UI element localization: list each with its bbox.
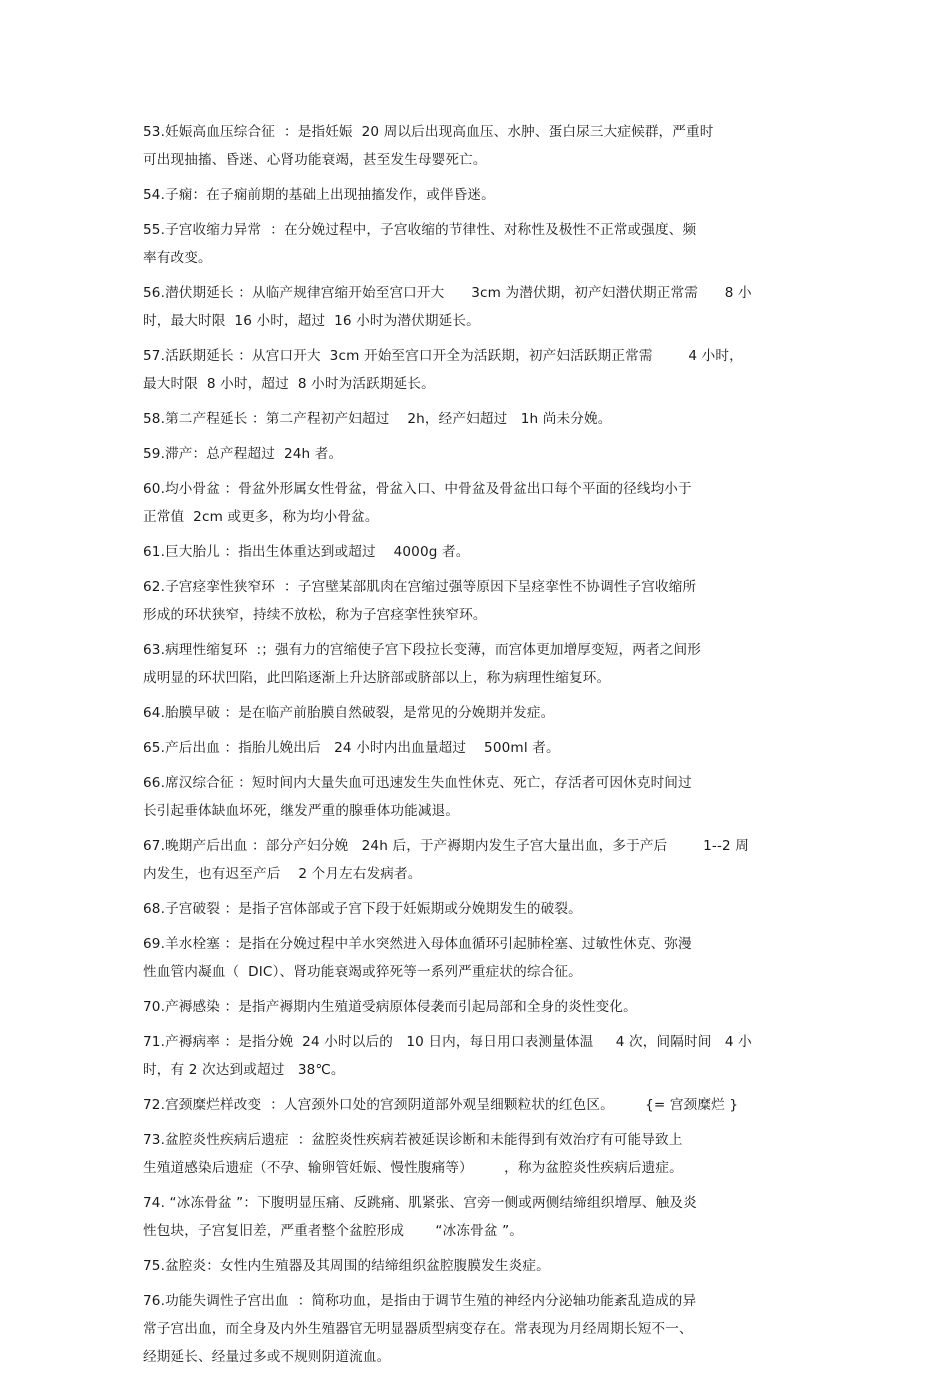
definition-entry <box>143 993 808 1021</box>
entry-text-line: 内发生，也有迟至产后 2 个月左右发病者。 <box>143 866 422 882</box>
definition-entry <box>143 405 808 433</box>
definition-entry <box>143 769 808 825</box>
entry-text-line: 时，有 2 次达到或超过 38℃。 <box>143 1062 345 1078</box>
entry-text-line: 长引起垂体缺血坏死，继发严重的腺垂体功能减退。 <box>143 803 460 819</box>
entry-text-line: 66.席汉综合征 ：短时间内大量失血可迅速发生失血性休克、死亡，存活者可因休克时间过 <box>143 775 692 791</box>
entry-text-line: 常子宫出血，而全身及内外生殖器官无明显器质型病变存在。常表现为月经周期长短不一、 <box>143 1321 693 1337</box>
entry-text-line: 75.盆腔炎：女性内生殖器及其周围的结缔组织盆腔腹膜发生炎症。 <box>143 1258 550 1274</box>
definition-entry <box>143 636 808 692</box>
entry-text-line: 53.妊娠高血压综合征 ：是指妊娠 20 周以后出现高血压、水肿、蛋白尿三大症候群，严重时 <box>143 124 714 140</box>
entry-text-line: 61.巨大胎儿 ：指出生体重达到或超过 4000g 者。 <box>143 544 470 560</box>
definition-entry <box>143 279 808 335</box>
entry-text-line: 最大时限 8 小时，超过 8 小时为活跃期延长。 <box>143 376 435 392</box>
entry-text-line: 60.均小骨盆 ：骨盆外形属女性骨盆，骨盆入口、中骨盆及骨盆出口每个平面的径线均小于 <box>143 481 692 497</box>
entry-text-line: 71.产褥病率 ：是指分娩 24 小时以后的 10 日内，每日用口表测量体温 4 次，间隔时间 4 小 <box>143 1034 752 1050</box>
definition-entry <box>143 1252 808 1280</box>
entry-text-line: 69.羊水栓塞 ：是指在分娩过程中羊水突然进入母体血循环引起肺栓塞、过敏性休克、弥漫 <box>143 936 692 952</box>
definition-entry <box>143 216 808 272</box>
definition-entry <box>143 1028 808 1084</box>
entry-text-line: 63.病理性缩复环 :；强有力的宫缩使子宫下段拉长变薄，而宫体更加增厚变短，两者之间形 <box>143 642 701 658</box>
entry-text-line: 率有改变。 <box>143 250 212 266</box>
entry-text-line: 59.滞产：总产程超过 24h 者。 <box>143 446 343 462</box>
entry-text-line: 58.第二产程延长 ：第二产程初产妇超过 2h，经产妇超过 1h 尚未分娩。 <box>143 411 612 427</box>
entry-text-line: 67.晚期产后出血 ：部分产妇分娩 24h 后，于产褥期内发生子宫大量出血，多于产后 1--2 周 <box>143 838 750 854</box>
entry-text-line: 54.子痫：在子痫前期的基础上出现抽搐发作，或伴昏迷。 <box>143 187 495 203</box>
definition-entry <box>143 1189 808 1245</box>
definition-entry <box>143 475 808 531</box>
entry-text-line: 性血管内凝血（ DIC）、肾功能衰竭或猝死等一系列严重症状的综合征。 <box>143 964 582 980</box>
entry-text-line: 时，最大时限 16 小时，超过 16 小时为潜伏期延长。 <box>143 313 480 329</box>
entry-text-line: 正常值 2cm 或更多，称为均小骨盆。 <box>143 509 379 525</box>
entry-text-line: 72.宫颈糜烂样改变 ：人宫颈外口处的宫颈阴道部外观呈细颗粒状的红色区。 {= 宫颈糜烂 } <box>143 1097 739 1113</box>
definition-entry <box>143 440 808 468</box>
definition-entry <box>143 699 808 727</box>
definition-entry <box>143 573 808 629</box>
entry-text-line: 经期延长、经量过多或不规则阴道流血。 <box>143 1349 391 1365</box>
definition-entry <box>143 538 808 566</box>
entry-text-line: 65.产后出血 ：指胎儿娩出后 24 小时内出血量超过 500ml 者。 <box>143 740 560 756</box>
entry-text-line: 64.胎膜早破 ：是在临产前胎膜自然破裂，是常见的分娩期并发症。 <box>143 705 555 721</box>
definition-entry <box>143 930 808 986</box>
definition-entry <box>143 895 808 923</box>
entry-text-line: 性包块，子宫复旧差，严重者整个盆腔形成 “冰冻骨盆 ”。 <box>143 1223 524 1239</box>
entry-text-line: 68.子宫破裂 ：是指子宫体部或子宫下段于妊娠期或分娩期发生的破裂。 <box>143 901 582 917</box>
definition-entry <box>143 181 808 209</box>
definition-entry <box>143 832 808 888</box>
entry-text-line: 76.功能失调性子宫出血 ：简称功血，是指由于调节生殖的神经内分泌轴功能紊乱造成的异 <box>143 1293 697 1309</box>
entry-text-line: 成明显的环状凹陷，此凹陷逐渐上升达脐部或脐部以上，称为病理性缩复环。 <box>143 670 611 686</box>
entry-text-line: 可出现抽搐、昏迷、心肾功能衰竭，甚至发生母婴死亡。 <box>143 152 487 168</box>
definition-entry <box>143 342 808 398</box>
document-page <box>143 118 808 1378</box>
entry-text-line: 74. “冰冻骨盆 ”：下腹明显压痛、反跳痛、肌紧张、宫旁一侧或两侧结缔组织增厚、触及炎 <box>143 1195 697 1211</box>
definition-entry <box>143 1091 808 1119</box>
definition-entry <box>143 734 808 762</box>
definition-entry <box>143 118 808 174</box>
definition-entry <box>143 1126 808 1182</box>
entry-text-line: 56.潜伏期延长 ：从临产规律宫缩开始至宫口开大 3cm 为潜伏期，初产妇潜伏期正常需 8 小 <box>143 285 752 301</box>
definition-entry <box>143 1287 808 1371</box>
entry-text-line: 70.产褥感染 ：是指产褥期内生殖道受病原体侵袭而引起局部和全身的炎性变化。 <box>143 999 637 1015</box>
entry-text-line: 62.子宫痉挛性狭窄环 ：子宫壁某部肌肉在宫缩过强等原因下呈痉挛性不协调性子宫收缩所 <box>143 579 697 595</box>
entry-text-line: 生殖道感染后遗症（不孕、输卵管妊娠、慢性腹痛等） ，称为盆腔炎性疾病后遗症。 <box>143 1160 683 1176</box>
entry-text-line: 73.盆腔炎性疾病后遗症 ：盆腔炎性疾病若被延误诊断和未能得到有效治疗有可能导致上 <box>143 1132 683 1148</box>
entry-text-line: 57.活跃期延长 ：从宫口开大 3cm 开始至宫口开全为活跃期，初产妇活跃期正常需 4 小时， <box>143 348 743 364</box>
entry-text-line: 55.子宫收缩力异常 ：在分娩过程中，子宫收缩的节律性、对称性及极性不正常或强度、频 <box>143 222 697 238</box>
entry-text-line: 形成的环状狭窄，持续不放松，称为子宫痉挛性狭窄环。 <box>143 607 487 623</box>
